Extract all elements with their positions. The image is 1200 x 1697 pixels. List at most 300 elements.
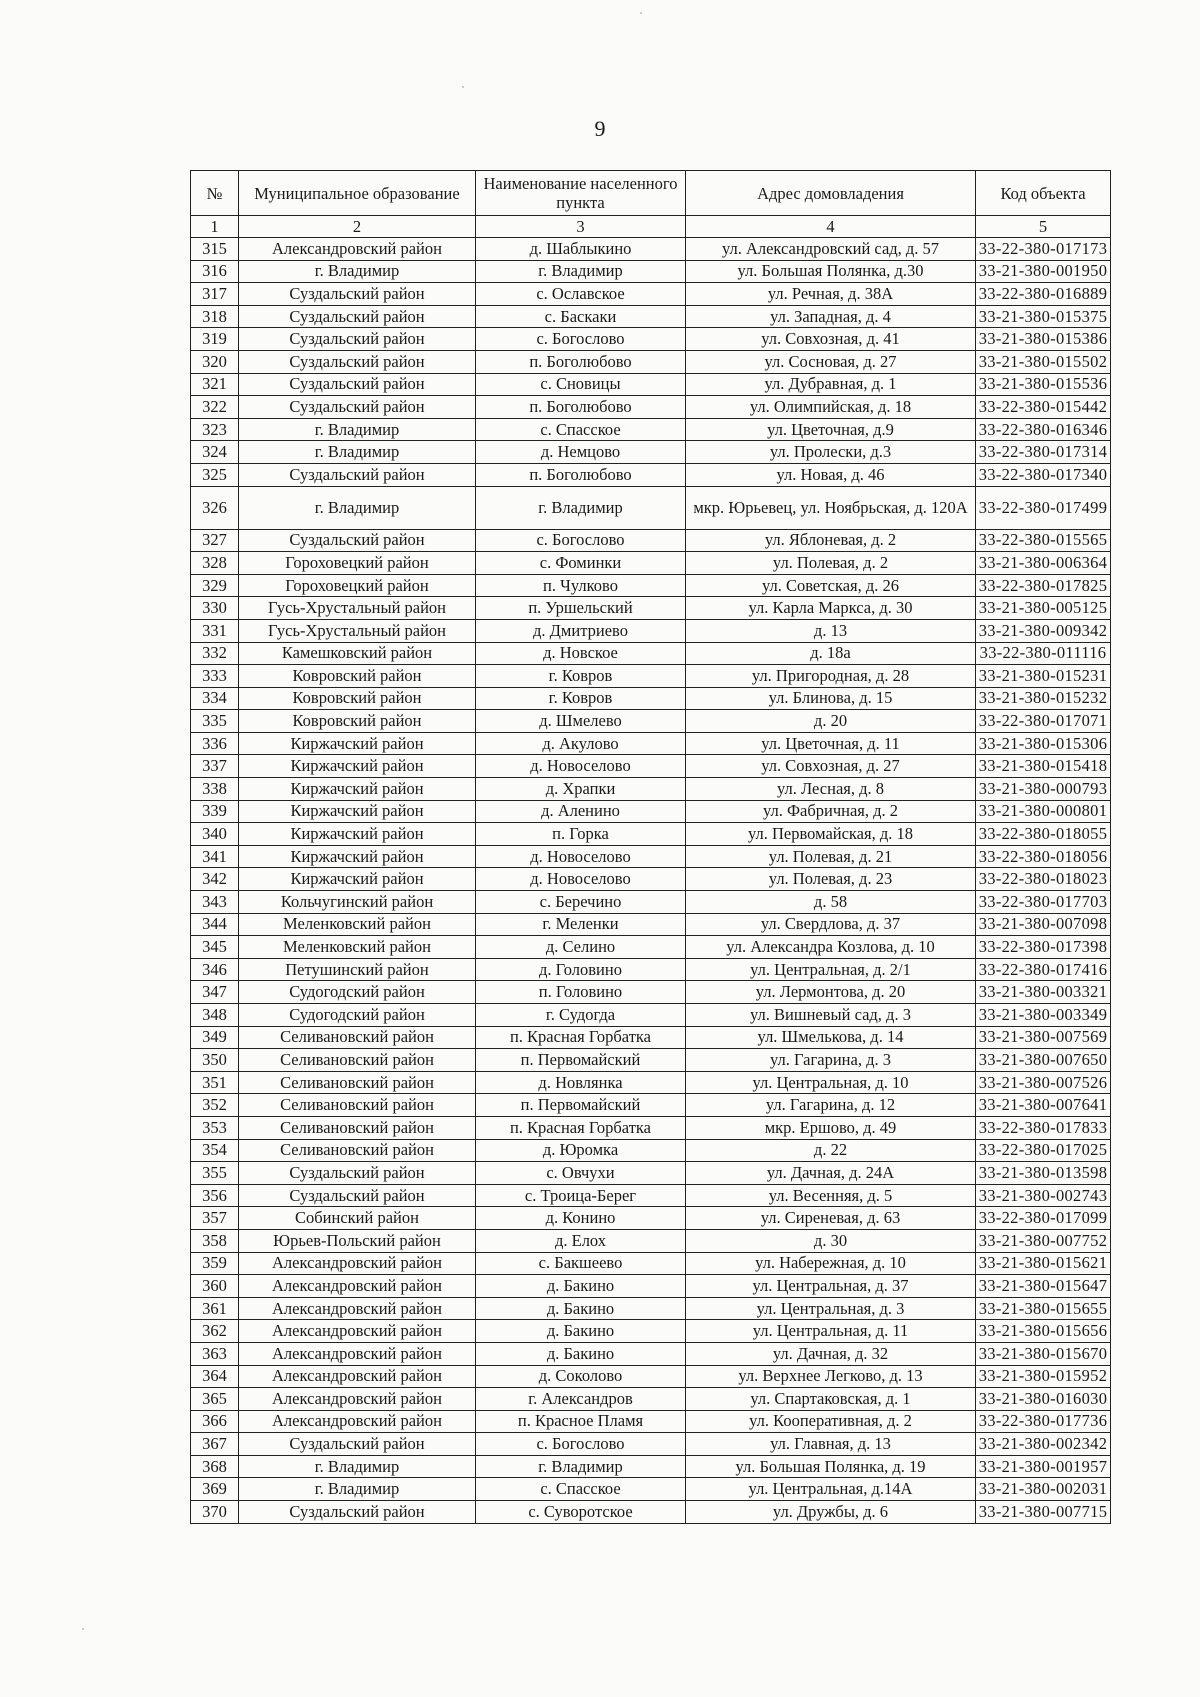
row-number: 349 <box>191 1026 239 1049</box>
municipality-cell: Юрьев-Польский район <box>239 1229 476 1252</box>
address-cell: ул. Полевая, д. 21 <box>686 845 976 868</box>
address-cell: ул. Западная, д. 4 <box>686 305 976 328</box>
municipality-cell: Суздальский район <box>239 328 476 351</box>
column-number: 4 <box>686 216 976 238</box>
address-cell: мкр. Юрьевец, ул. Ноябрьская, д. 120А <box>686 486 976 529</box>
object-code-cell: 33-21-380-009342 <box>976 619 1111 642</box>
row-number: 320 <box>191 350 239 373</box>
row-number: 339 <box>191 800 239 823</box>
municipality-cell: г. Владимир <box>239 486 476 529</box>
municipality-cell: Гусь-Хрустальный район <box>239 597 476 620</box>
column-number: 3 <box>476 216 686 238</box>
municipality-cell: Гороховецкий район <box>239 574 476 597</box>
settlement-cell: г. Владимир <box>476 486 686 529</box>
municipality-cell: Гусь-Хрустальный район <box>239 619 476 642</box>
address-cell: ул. Блинова, д. 15 <box>686 687 976 710</box>
municipality-cell: Киржачский район <box>239 823 476 846</box>
table-row <box>191 778 1111 801</box>
address-cell: ул. Набережная, д. 10 <box>686 1252 976 1275</box>
table-row <box>191 958 1111 981</box>
table-row <box>191 1275 1111 1298</box>
address-cell: ул. Пригородная, д. 28 <box>686 665 976 688</box>
municipality-cell: Киржачский район <box>239 868 476 891</box>
object-code-cell: 33-21-380-006364 <box>976 552 1111 575</box>
municipality-cell: Александровский район <box>239 1252 476 1275</box>
row-number: 315 <box>191 238 239 261</box>
address-cell: ул. Шмелькова, д. 14 <box>686 1026 976 1049</box>
address-cell: ул. Дачная, д. 24А <box>686 1162 976 1185</box>
object-code-cell: 33-21-380-015231 <box>976 665 1111 688</box>
row-number: 318 <box>191 305 239 328</box>
address-cell: ул. Весенняя, д. 5 <box>686 1184 976 1207</box>
table-row <box>191 1342 1111 1365</box>
municipality-cell: Ковровский район <box>239 710 476 733</box>
table-row <box>191 1162 1111 1185</box>
scan-speck <box>640 12 642 14</box>
municipality-cell: Гороховецкий район <box>239 552 476 575</box>
object-code-cell: 33-22-380-017173 <box>976 238 1111 261</box>
object-code-cell: 33-22-380-017071 <box>976 710 1111 733</box>
settlement-cell: п. Чулково <box>476 574 686 597</box>
table-row <box>191 396 1111 419</box>
municipality-cell: Суздальский район <box>239 396 476 419</box>
settlement-cell: с. Баскаки <box>476 305 686 328</box>
table-row <box>191 755 1111 778</box>
municipality-cell: Киржачский район <box>239 755 476 778</box>
row-number: 331 <box>191 619 239 642</box>
object-code-cell: 33-22-380-017825 <box>976 574 1111 597</box>
municipality-cell: Суздальский район <box>239 283 476 306</box>
settlement-cell: с. Богослово <box>476 529 686 552</box>
settlement-cell: д. Новоселово <box>476 755 686 778</box>
object-code-cell: 33-22-380-017703 <box>976 891 1111 914</box>
address-cell: ул. Главная, д. 13 <box>686 1433 976 1456</box>
municipality-cell: Суздальский район <box>239 1184 476 1207</box>
object-code-cell: 33-21-380-015670 <box>976 1342 1111 1365</box>
municipality-cell: Суздальский район <box>239 463 476 486</box>
municipality-cell: г. Владимир <box>239 1455 476 1478</box>
row-number: 328 <box>191 552 239 575</box>
settlement-cell: с. Фоминки <box>476 552 686 575</box>
settlement-cell: д. Бакино <box>476 1275 686 1298</box>
municipality-cell: Камешковский район <box>239 642 476 665</box>
address-cell: ул. Гагарина, д. 3 <box>686 1049 976 1072</box>
object-code-cell: 33-21-380-015232 <box>976 687 1111 710</box>
table-row <box>191 823 1111 846</box>
address-cell: ул. Олимпийская, д. 18 <box>686 396 976 419</box>
municipality-cell: Меленковский район <box>239 936 476 959</box>
object-code-cell: 33-21-380-001950 <box>976 260 1111 283</box>
address-cell: ул. Фабричная, д. 2 <box>686 800 976 823</box>
table-row <box>191 1320 1111 1343</box>
row-number: 365 <box>191 1388 239 1411</box>
row-number: 334 <box>191 687 239 710</box>
municipality-cell: Селивановский район <box>239 1094 476 1117</box>
row-number: 337 <box>191 755 239 778</box>
object-code-cell: 33-22-380-017340 <box>976 463 1111 486</box>
header-row <box>191 171 1111 216</box>
table-row <box>191 1388 1111 1411</box>
row-number: 329 <box>191 574 239 597</box>
settlement-cell: д. Бакино <box>476 1297 686 1320</box>
table-row <box>191 574 1111 597</box>
table-row <box>191 1455 1111 1478</box>
settlement-cell: п. Красная Горбатка <box>476 1026 686 1049</box>
table-row <box>191 687 1111 710</box>
object-code-cell: 33-21-380-015306 <box>976 732 1111 755</box>
table-row <box>191 1049 1111 1072</box>
address-cell: ул. Центральная, д. 2/1 <box>686 958 976 981</box>
settlement-cell: д. Бакино <box>476 1342 686 1365</box>
settlement-cell: д. Бакино <box>476 1320 686 1343</box>
row-number: 367 <box>191 1433 239 1456</box>
municipality-cell: Александровский район <box>239 238 476 261</box>
object-code-cell: 33-22-380-018023 <box>976 868 1111 891</box>
scan-speck <box>462 86 464 88</box>
table-row <box>191 1116 1111 1139</box>
address-cell: ул. Совхозная, д. 27 <box>686 755 976 778</box>
settlement-cell: с. Спасское <box>476 1478 686 1501</box>
object-code-cell: 33-22-380-011116 <box>976 642 1111 665</box>
table-row <box>191 486 1111 529</box>
table-row <box>191 868 1111 891</box>
table-row <box>191 552 1111 575</box>
object-code-cell: 33-21-380-015502 <box>976 350 1111 373</box>
row-number: 336 <box>191 732 239 755</box>
municipality-cell: Александровский район <box>239 1388 476 1411</box>
address-cell: д. 18а <box>686 642 976 665</box>
row-number: 322 <box>191 396 239 419</box>
object-code-cell: 33-22-380-017736 <box>976 1410 1111 1433</box>
object-code-cell: 33-21-380-015386 <box>976 328 1111 351</box>
row-number: 355 <box>191 1162 239 1185</box>
address-cell: ул. Спартаковская, д. 1 <box>686 1388 976 1411</box>
object-code-cell: 33-21-380-000793 <box>976 778 1111 801</box>
object-code-cell: 33-22-380-018056 <box>976 845 1111 868</box>
settlement-cell: п. Уршельский <box>476 597 686 620</box>
address-cell: ул. Первомайская, д. 18 <box>686 823 976 846</box>
object-code-cell: 33-22-380-016889 <box>976 283 1111 306</box>
row-number: 332 <box>191 642 239 665</box>
object-code-cell: 33-21-380-007641 <box>976 1094 1111 1117</box>
municipality-cell: Александровский район <box>239 1365 476 1388</box>
row-number: 316 <box>191 260 239 283</box>
row-number: 325 <box>191 463 239 486</box>
object-code-cell: 33-21-380-016030 <box>976 1388 1111 1411</box>
settlement-cell: д. Селино <box>476 936 686 959</box>
settlement-cell: г. Ковров <box>476 665 686 688</box>
page-number: 9 <box>594 116 606 141</box>
address-cell: ул. Дачная, д. 32 <box>686 1342 976 1365</box>
address-cell: ул. Дружбы, д. 6 <box>686 1501 976 1524</box>
settlement-cell: с. Богослово <box>476 1433 686 1456</box>
object-code-cell: 33-21-380-003349 <box>976 1004 1111 1027</box>
settlement-cell: с. Бакшеево <box>476 1252 686 1275</box>
row-number: 368 <box>191 1455 239 1478</box>
address-cell: д. 22 <box>686 1139 976 1162</box>
address-cell: ул. Центральная, д. 10 <box>686 1071 976 1094</box>
row-number: 340 <box>191 823 239 846</box>
settlement-cell: п. Головино <box>476 981 686 1004</box>
settlement-cell: д. Дмитриево <box>476 619 686 642</box>
settlement-cell: г. Судогда <box>476 1004 686 1027</box>
object-code-cell: 33-22-380-017099 <box>976 1207 1111 1230</box>
row-number: 366 <box>191 1410 239 1433</box>
row-number: 357 <box>191 1207 239 1230</box>
table-row <box>191 350 1111 373</box>
address-cell: ул. Сиреневая, д. 63 <box>686 1207 976 1230</box>
settlement-cell: с. Сновицы <box>476 373 686 396</box>
address-cell: ул. Цветочная, д.9 <box>686 418 976 441</box>
row-number: 369 <box>191 1478 239 1501</box>
column-number: 5 <box>976 216 1111 238</box>
table-row <box>191 441 1111 464</box>
settlement-cell: г. Ковров <box>476 687 686 710</box>
settlement-cell: г. Александров <box>476 1388 686 1411</box>
settlement-cell: д. Акулово <box>476 732 686 755</box>
table-row <box>191 1229 1111 1252</box>
municipality-cell: Киржачский район <box>239 845 476 868</box>
row-number: 350 <box>191 1049 239 1072</box>
settlement-cell: п. Красное Пламя <box>476 1410 686 1433</box>
address-cell: ул. Центральная, д. 3 <box>686 1297 976 1320</box>
settlement-cell: д. Новлянка <box>476 1071 686 1094</box>
header-object-code: Код объекта <box>976 171 1111 216</box>
row-number: 347 <box>191 981 239 1004</box>
address-cell: ул. Дубравная, д. 1 <box>686 373 976 396</box>
address-cell: д. 30 <box>686 1229 976 1252</box>
object-code-cell: 33-22-380-015442 <box>976 396 1111 419</box>
municipality-cell: Селивановский район <box>239 1116 476 1139</box>
object-code-cell: 33-21-380-015656 <box>976 1320 1111 1343</box>
row-number: 330 <box>191 597 239 620</box>
settlement-cell: п. Горка <box>476 823 686 846</box>
settlement-cell: д. Соколово <box>476 1365 686 1388</box>
object-code-cell: 33-21-380-007752 <box>976 1229 1111 1252</box>
row-number: 359 <box>191 1252 239 1275</box>
row-number: 342 <box>191 868 239 891</box>
row-number: 317 <box>191 283 239 306</box>
object-code-cell: 33-21-380-000801 <box>976 800 1111 823</box>
object-code-cell: 33-22-380-016346 <box>976 418 1111 441</box>
municipality-cell: Суздальский район <box>239 305 476 328</box>
municipality-cell: Суздальский район <box>239 350 476 373</box>
municipality-cell: г. Владимир <box>239 1478 476 1501</box>
municipality-cell: Ковровский район <box>239 687 476 710</box>
column-number: 2 <box>239 216 476 238</box>
settlement-cell: п. Боголюбово <box>476 463 686 486</box>
municipality-cell: г. Владимир <box>239 418 476 441</box>
object-code-cell: 33-21-380-015952 <box>976 1365 1111 1388</box>
table-row <box>191 463 1111 486</box>
row-number: 346 <box>191 958 239 981</box>
row-number: 343 <box>191 891 239 914</box>
municipality-cell: Александровский район <box>239 1410 476 1433</box>
settlement-cell: с. Ославское <box>476 283 686 306</box>
table-row <box>191 732 1111 755</box>
settlement-cell: с. Беречино <box>476 891 686 914</box>
municipality-cell: Александровский район <box>239 1342 476 1365</box>
address-cell: д. 58 <box>686 891 976 914</box>
address-cell: ул. Карла Маркса, д. 30 <box>686 597 976 620</box>
row-number: 352 <box>191 1094 239 1117</box>
row-number: 327 <box>191 529 239 552</box>
address-cell: д. 20 <box>686 710 976 733</box>
object-code-cell: 33-21-380-015536 <box>976 373 1111 396</box>
row-number: 338 <box>191 778 239 801</box>
header-address: Адрес домовладения <box>686 171 976 216</box>
object-code-cell: 33-22-380-017416 <box>976 958 1111 981</box>
table-row <box>191 373 1111 396</box>
settlement-cell: г. Меленки <box>476 913 686 936</box>
municipality-cell: Селивановский район <box>239 1071 476 1094</box>
row-number: 358 <box>191 1229 239 1252</box>
object-code-cell: 33-21-380-002342 <box>976 1433 1111 1456</box>
address-cell: ул. Цветочная, д. 11 <box>686 732 976 755</box>
municipality-cell: Киржачский район <box>239 732 476 755</box>
table-row <box>191 1410 1111 1433</box>
municipality-cell: Собинский район <box>239 1207 476 1230</box>
settlement-cell: д. Новоселово <box>476 868 686 891</box>
municipality-cell: Киржачский район <box>239 778 476 801</box>
municipality-cell: Суздальский район <box>239 1501 476 1524</box>
row-number: 356 <box>191 1184 239 1207</box>
address-cell: ул. Новая, д. 46 <box>686 463 976 486</box>
municipality-cell: Меленковский район <box>239 913 476 936</box>
table-body <box>191 238 1111 1524</box>
row-number: 326 <box>191 486 239 529</box>
object-code-cell: 33-21-380-015375 <box>976 305 1111 328</box>
object-code-cell: 33-21-380-007569 <box>976 1026 1111 1049</box>
table-row <box>191 328 1111 351</box>
address-cell: ул. Кооперативная, д. 2 <box>686 1410 976 1433</box>
municipality-cell: Александровский район <box>239 1320 476 1343</box>
table-row <box>191 1297 1111 1320</box>
object-code-cell: 33-22-380-018055 <box>976 823 1111 846</box>
municipality-cell: г. Владимир <box>239 260 476 283</box>
table-row <box>191 800 1111 823</box>
settlement-cell: д. Шмелево <box>476 710 686 733</box>
row-number: 319 <box>191 328 239 351</box>
table-row <box>191 913 1111 936</box>
address-cell: ул. Лесная, д. 8 <box>686 778 976 801</box>
object-code-cell: 33-21-380-005125 <box>976 597 1111 620</box>
address-cell: ул. Верхнее Легково, д. 13 <box>686 1365 976 1388</box>
address-cell: ул. Большая Полянка, д. 19 <box>686 1455 976 1478</box>
column-number: 1 <box>191 216 239 238</box>
object-code-cell: 33-21-380-015647 <box>976 1275 1111 1298</box>
municipality-cell: Александровский район <box>239 1297 476 1320</box>
row-number: 360 <box>191 1275 239 1298</box>
table-row <box>191 891 1111 914</box>
address-cell: ул. Пролески, д.3 <box>686 441 976 464</box>
address-cell: ул. Центральная, д. 37 <box>686 1275 976 1298</box>
settlement-cell: д. Конино <box>476 1207 686 1230</box>
address-cell: ул. Полевая, д. 2 <box>686 552 976 575</box>
object-code-cell: 33-22-380-015565 <box>976 529 1111 552</box>
table-row <box>191 981 1111 1004</box>
municipality-cell: Александровский район <box>239 1275 476 1298</box>
scan-speck <box>82 1628 84 1630</box>
settlement-cell: г. Владимир <box>476 260 686 283</box>
address-cell: ул. Полевая, д. 23 <box>686 868 976 891</box>
settlement-cell: с. Троица-Берег <box>476 1184 686 1207</box>
table-row <box>191 845 1111 868</box>
municipality-cell: Киржачский район <box>239 800 476 823</box>
address-cell: ул. Совхозная, д. 41 <box>686 328 976 351</box>
settlement-cell: п. Первомайский <box>476 1094 686 1117</box>
row-number: 361 <box>191 1297 239 1320</box>
municipality-cell: Селивановский район <box>239 1139 476 1162</box>
header-municipality: Муниципальное образование <box>239 171 476 216</box>
address-cell: д. 13 <box>686 619 976 642</box>
table-row <box>191 305 1111 328</box>
table-row <box>191 238 1111 261</box>
address-cell: ул. Речная, д. 38А <box>686 283 976 306</box>
settlement-cell: с. Овчухи <box>476 1162 686 1185</box>
settlement-cell: д. Аленино <box>476 800 686 823</box>
table-row <box>191 1071 1111 1094</box>
municipality-cell: Судогодский район <box>239 1004 476 1027</box>
object-code-cell: 33-21-380-015621 <box>976 1252 1111 1275</box>
table-row <box>191 1478 1111 1501</box>
settlement-cell: д. Елох <box>476 1229 686 1252</box>
address-cell: ул. Александра Козлова, д. 10 <box>686 936 976 959</box>
settlement-cell: д. Новоселово <box>476 845 686 868</box>
column-number-row <box>191 216 1111 238</box>
table-row <box>191 642 1111 665</box>
table-row <box>191 665 1111 688</box>
table-row <box>191 710 1111 733</box>
object-code-cell: 33-21-380-013598 <box>976 1162 1111 1185</box>
settlement-cell: г. Владимир <box>476 1455 686 1478</box>
header-number: № <box>191 171 239 216</box>
object-code-cell: 33-22-380-017398 <box>976 936 1111 959</box>
object-code-cell: 33-21-380-002031 <box>976 1478 1111 1501</box>
table-row <box>191 1433 1111 1456</box>
row-number: 341 <box>191 845 239 868</box>
settlement-cell: с. Спасское <box>476 418 686 441</box>
table-row <box>191 1004 1111 1027</box>
table-row <box>191 1252 1111 1275</box>
settlement-cell: п. Первомайский <box>476 1049 686 1072</box>
object-code-cell: 33-22-380-017833 <box>976 1116 1111 1139</box>
object-code-cell: 33-22-380-017025 <box>976 1139 1111 1162</box>
table-row <box>191 1026 1111 1049</box>
municipality-cell: Селивановский район <box>239 1049 476 1072</box>
object-code-cell: 33-21-380-015418 <box>976 755 1111 778</box>
row-number: 344 <box>191 913 239 936</box>
table-row <box>191 936 1111 959</box>
row-number: 323 <box>191 418 239 441</box>
municipality-cell: Петушинский район <box>239 958 476 981</box>
header-settlement: Наименование населенного пункта <box>476 171 686 216</box>
address-cell: ул. Александровский сад, д. 57 <box>686 238 976 261</box>
settlement-cell: с. Богослово <box>476 328 686 351</box>
table-header <box>191 171 1111 238</box>
address-cell: ул. Большая Полянка, д.30 <box>686 260 976 283</box>
table-row <box>191 597 1111 620</box>
settlement-cell: д. Новское <box>476 642 686 665</box>
settlement-cell: п. Боголюбово <box>476 350 686 373</box>
address-cell: ул. Вишневый сад, д. 3 <box>686 1004 976 1027</box>
table-row <box>191 1501 1111 1524</box>
municipality-cell: Кольчугинский район <box>239 891 476 914</box>
row-number: 351 <box>191 1071 239 1094</box>
municipality-cell: Суздальский район <box>239 1433 476 1456</box>
address-cell: ул. Сосновая, д. 27 <box>686 350 976 373</box>
row-number: 354 <box>191 1139 239 1162</box>
